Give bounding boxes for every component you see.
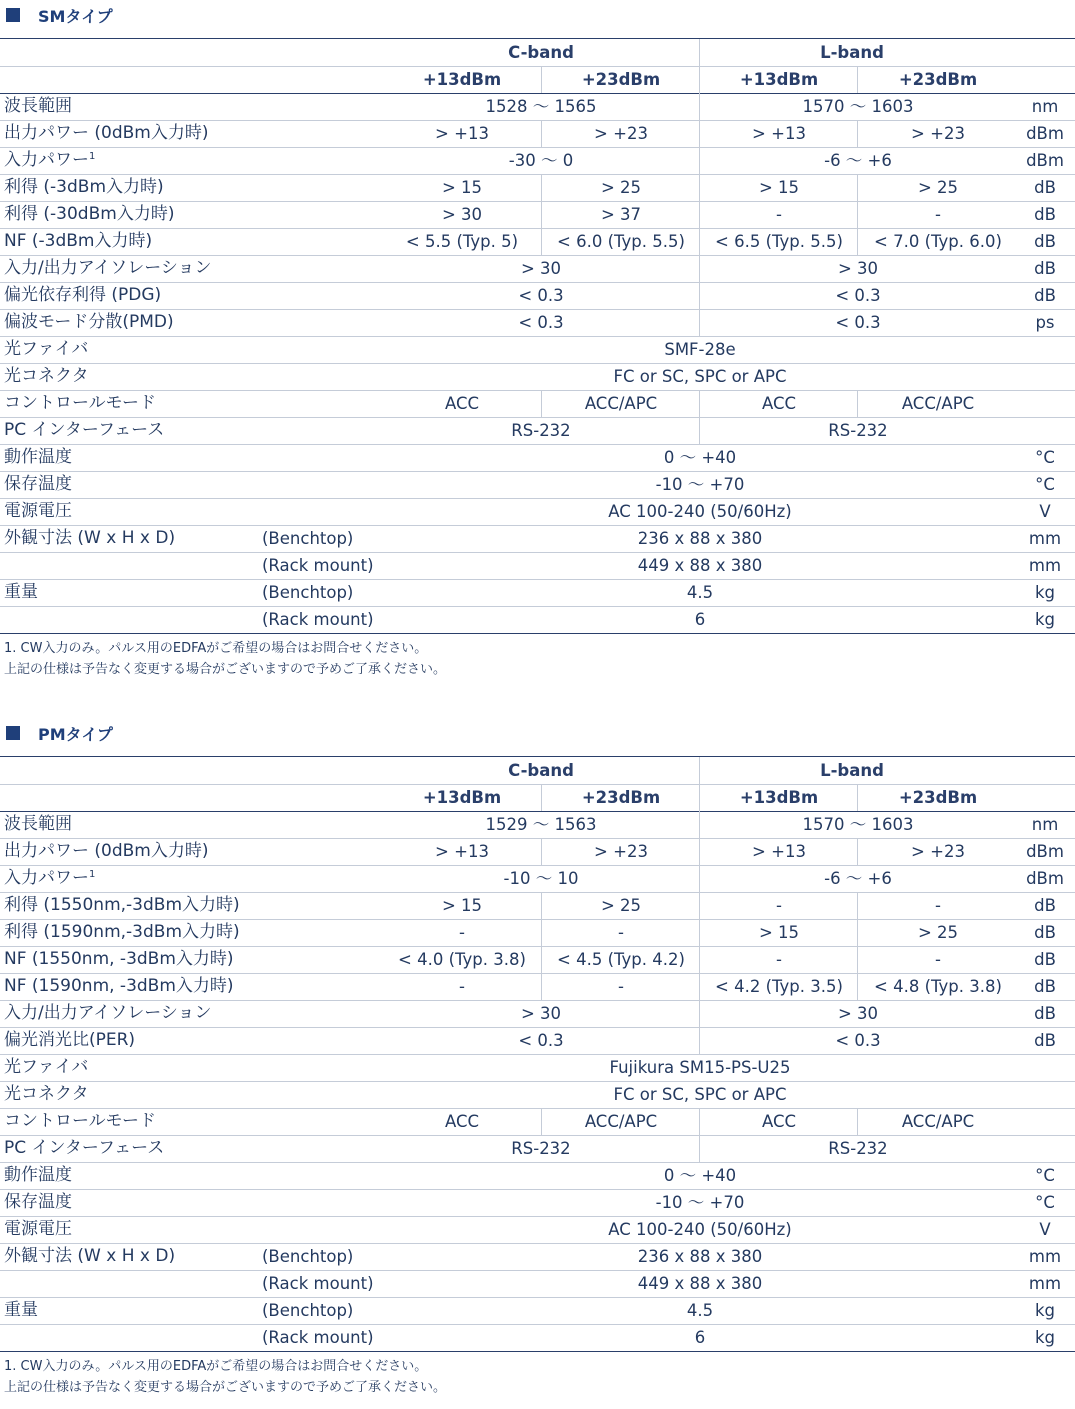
- table-row: [0, 1189, 1075, 1217]
- table-header-band: [0, 39, 1075, 67]
- disclaimer: 上記の仕様は予告なく変更する場合がございますので予めご了承ください。: [4, 1380, 447, 1395]
- cell-unit: dBm: [1026, 151, 1064, 170]
- row-sublabel: (Benchtop): [262, 1301, 354, 1320]
- square-bullet-icon: [6, 726, 20, 740]
- cell-all: AC 100-240 (50/60Hz): [608, 1220, 792, 1239]
- cell-v2: -: [618, 977, 624, 996]
- header-l-13dbm: +13dBm: [739, 70, 819, 89]
- table-row: [0, 336, 1075, 364]
- disclaimer: 上記の仕様は予告なく変更する場合がございますので予めご了承ください。: [4, 662, 447, 677]
- cell-v3: > 15: [758, 178, 800, 197]
- cell-unit: V: [1039, 1220, 1051, 1239]
- row-label: [4, 147, 95, 174]
- table-row: [0, 228, 1075, 256]
- row-label: 電源電圧: [4, 1219, 72, 1239]
- cell-v3: -: [776, 205, 782, 224]
- table-row: [0, 606, 1075, 633]
- cell-unit: kg: [1034, 583, 1056, 602]
- cell-unit: V: [1039, 502, 1051, 521]
- table-row: [0, 309, 1075, 337]
- row-label: 光コネクタ: [4, 1084, 89, 1104]
- table-row: [0, 1027, 1075, 1055]
- cell-all: SMF-28e: [664, 340, 736, 359]
- cell-unit: mm: [1028, 529, 1062, 548]
- cell-c-band: 1528 〜 1565: [485, 97, 597, 116]
- cell-all: 449 x 88 x 380: [637, 556, 763, 575]
- row-label: 光ファイバ: [4, 339, 89, 359]
- cell-l-band: -6 〜 +6: [824, 869, 892, 888]
- cell-v4: -: [935, 896, 941, 915]
- row-label: 偏光消光比(PER): [4, 1030, 136, 1050]
- header-l-23dbm: +23dBm: [898, 70, 978, 89]
- cell-l-band: > 30: [837, 1004, 879, 1023]
- cell-l-band: RS-232: [828, 421, 888, 440]
- row-label: 外観寸法 (W x H x D): [4, 528, 176, 548]
- row-label: NF (1590nm, -3dBm入力時): [4, 976, 234, 996]
- row-label: 利得 (-30dBm入力時): [4, 204, 175, 224]
- cell-unit: dB: [1034, 1031, 1056, 1050]
- row-label: 動作温度: [4, 1165, 72, 1185]
- header-c-23dbm: +23dBm: [581, 788, 661, 807]
- cell-l-band: > 30: [837, 259, 879, 278]
- table-row: [0, 93, 1075, 121]
- table-header-power: [0, 66, 1075, 94]
- cell-v2: > 37: [600, 205, 642, 224]
- cell-all: 449 x 88 x 380: [637, 1274, 763, 1293]
- row-label: 利得 (1550nm,-3dBm入力時): [4, 895, 240, 915]
- row-sublabel: (Rack mount): [262, 1328, 374, 1347]
- cell-v4: ACC/APC: [901, 1112, 975, 1131]
- cell-v4: < 4.8 (Typ. 3.8): [874, 977, 1002, 996]
- cell-v3: ACC: [761, 1112, 797, 1131]
- row-sublabel: (Benchtop): [262, 583, 354, 602]
- table-row: [0, 282, 1075, 310]
- cell-all: Fujikura SM15-PS-U25: [609, 1058, 791, 1077]
- cell-v1: > 15: [441, 178, 483, 197]
- cell-c-band: -10 〜 10: [503, 869, 579, 888]
- sm-section-title: [0, 2, 113, 28]
- row-label: 出力パワー (0dBm入力時): [4, 841, 209, 861]
- cell-unit: kg: [1034, 610, 1056, 629]
- row-label: 保存温度: [4, 474, 72, 494]
- row-label-text: 入力パワー: [4, 868, 89, 888]
- cell-v3: < 6.5 (Typ. 5.5): [715, 232, 843, 251]
- cell-c-band: < 0.3: [518, 286, 564, 305]
- row-label: 偏波モード分散(PMD): [4, 312, 174, 332]
- cell-c-band: 1529 〜 1563: [485, 815, 597, 834]
- row-label: 重量: [4, 582, 38, 602]
- table-row: [0, 363, 1075, 391]
- table-row: [0, 892, 1075, 920]
- row-label: PC インターフェース: [4, 420, 165, 440]
- cell-unit: kg: [1034, 1328, 1056, 1347]
- row-label: 利得 (1590nm,-3dBm入力時): [4, 922, 240, 942]
- row-label: PC インターフェース: [4, 1138, 165, 1158]
- table-row: [0, 120, 1075, 148]
- cell-unit: dB: [1034, 286, 1056, 305]
- header-c-13dbm: +13dBm: [422, 788, 502, 807]
- table-row: [0, 1108, 1075, 1136]
- cell-c-band: > 30: [520, 259, 562, 278]
- cell-unit: ps: [1035, 313, 1055, 332]
- row-label: 電源電圧: [4, 501, 72, 521]
- footnote: 1. CW入力のみ。パルス用のEDFAがご希望の場合はお問合せください。: [4, 641, 428, 656]
- row-label: 光コネクタ: [4, 366, 89, 386]
- header-l-band: L-band: [820, 761, 884, 780]
- table-row: [0, 174, 1075, 202]
- cell-all: -10 〜 +70: [655, 1193, 745, 1212]
- footnote-marker: 1: [89, 869, 96, 880]
- cell-v3: -: [776, 896, 782, 915]
- cell-v4: > 25: [917, 923, 959, 942]
- cell-all: 4.5: [686, 1301, 714, 1320]
- cell-unit: °C: [1035, 1166, 1055, 1185]
- table-row: [0, 525, 1075, 553]
- header-c-23dbm: +23dBm: [581, 70, 661, 89]
- cell-v4: -: [935, 950, 941, 969]
- cell-unit: mm: [1028, 556, 1062, 575]
- cell-v2: ACC/APC: [584, 394, 658, 413]
- row-sublabel: (Rack mount): [262, 556, 374, 575]
- cell-all: AC 100-240 (50/60Hz): [608, 502, 792, 521]
- cell-v3: -: [776, 950, 782, 969]
- row-label: NF (-3dBm入力時): [4, 231, 153, 251]
- cell-unit: °C: [1035, 475, 1055, 494]
- cell-unit: dB: [1034, 259, 1056, 278]
- row-label: 波長範囲: [4, 814, 72, 834]
- row-label: 偏光依存利得 (PDG): [4, 285, 162, 305]
- row-label: 利得 (-3dBm入力時): [4, 177, 164, 197]
- row-label: 入力/出力アイソレーション: [4, 1003, 212, 1023]
- cell-v1: < 5.5 (Typ. 5): [405, 232, 519, 251]
- table-row: [0, 255, 1075, 283]
- table-row: [0, 919, 1075, 947]
- cell-unit: dBm: [1026, 842, 1064, 861]
- cell-unit: mm: [1028, 1247, 1062, 1266]
- row-label: 保存温度: [4, 1192, 72, 1212]
- cell-v4: < 7.0 (Typ. 6.0): [874, 232, 1002, 251]
- cell-l-band: 1570 〜 1603: [802, 97, 914, 116]
- row-label: [4, 865, 95, 892]
- table-row: [0, 417, 1075, 445]
- table-row: [0, 552, 1075, 580]
- table-row: [0, 1243, 1075, 1271]
- cell-unit: °C: [1035, 448, 1055, 467]
- cell-all: FC or SC, SPC or APC: [613, 367, 787, 386]
- cell-v1: ACC: [444, 394, 480, 413]
- cell-v1: > 30: [441, 205, 483, 224]
- table-row: [0, 147, 1075, 175]
- cell-l-band: RS-232: [828, 1139, 888, 1158]
- cell-v2: > +23: [594, 124, 648, 143]
- cell-unit: kg: [1034, 1301, 1056, 1320]
- row-label: 外観寸法 (W x H x D): [4, 1246, 176, 1266]
- cell-all: 236 x 88 x 380: [637, 529, 763, 548]
- cell-c-band: RS-232: [511, 421, 571, 440]
- cell-all: 0 〜 +40: [663, 1166, 737, 1185]
- header-l-23dbm: +23dBm: [898, 788, 978, 807]
- cell-c-band: > 30: [520, 1004, 562, 1023]
- cell-all: -10 〜 +70: [655, 475, 745, 494]
- cell-v4: -: [935, 205, 941, 224]
- header-c-band: C-band: [508, 43, 574, 62]
- cell-unit: dB: [1034, 896, 1056, 915]
- row-sublabel: (Rack mount): [262, 1274, 374, 1293]
- cell-v1: > +13: [435, 124, 489, 143]
- cell-v1: ACC: [444, 1112, 480, 1131]
- cell-v4: > 25: [917, 178, 959, 197]
- pm-spec-table: [0, 756, 1075, 1352]
- cell-l-band: < 0.3: [835, 286, 881, 305]
- cell-unit: dB: [1034, 232, 1056, 251]
- table-row: [0, 1162, 1075, 1190]
- cell-v1: -: [459, 977, 465, 996]
- footnote-marker: 1: [89, 151, 96, 162]
- pm-section: [0, 720, 1075, 1409]
- cell-unit: nm: [1031, 815, 1059, 834]
- cell-v2: > 25: [600, 178, 642, 197]
- cell-unit: dBm: [1026, 124, 1064, 143]
- table-row: [0, 1297, 1075, 1325]
- table-row: [0, 1135, 1075, 1163]
- row-sublabel: (Benchtop): [262, 1247, 354, 1266]
- table-row: [0, 201, 1075, 229]
- cell-c-band: -30 〜 0: [508, 151, 574, 170]
- cell-l-band: < 0.3: [835, 1031, 881, 1050]
- table-row: [0, 1054, 1075, 1082]
- pm-title-text: PMタイプ: [38, 724, 113, 744]
- row-label: 入力/出力アイソレーション: [4, 258, 212, 278]
- table-header-power: [0, 784, 1075, 812]
- table-row: [0, 811, 1075, 839]
- cell-c-band: < 0.3: [518, 1031, 564, 1050]
- sm-title-text: SMタイプ: [38, 6, 113, 26]
- cell-unit: dB: [1034, 178, 1056, 197]
- table-row: [0, 390, 1075, 418]
- cell-all: 236 x 88 x 380: [637, 1247, 763, 1266]
- row-label: NF (1550nm, -3dBm入力時): [4, 949, 234, 969]
- cell-all: 6: [694, 610, 706, 629]
- cell-c-band: RS-232: [511, 1139, 571, 1158]
- table-row: [0, 1081, 1075, 1109]
- cell-v3: > +13: [752, 842, 806, 861]
- cell-unit: dB: [1034, 923, 1056, 942]
- cell-unit: mm: [1028, 1274, 1062, 1293]
- row-sublabel: (Benchtop): [262, 529, 354, 548]
- cell-l-band: < 0.3: [835, 313, 881, 332]
- cell-v2: > +23: [594, 842, 648, 861]
- header-c-13dbm: +13dBm: [422, 70, 502, 89]
- cell-unit: °C: [1035, 1193, 1055, 1212]
- table-row: [0, 444, 1075, 472]
- cell-v3: > +13: [752, 124, 806, 143]
- table-row: [0, 838, 1075, 866]
- row-label: 動作温度: [4, 447, 72, 467]
- cell-v1: < 4.0 (Typ. 3.8): [398, 950, 526, 969]
- cell-v2: ACC/APC: [584, 1112, 658, 1131]
- cell-all: FC or SC, SPC or APC: [613, 1085, 787, 1104]
- cell-unit: nm: [1031, 97, 1059, 116]
- footnote: 1. CW入力のみ。パルス用のEDFAがご希望の場合はお問合せください。: [4, 1359, 428, 1374]
- row-label-text: 入力パワー: [4, 150, 89, 170]
- table-row: [0, 498, 1075, 526]
- cell-all: 6: [694, 1328, 706, 1347]
- cell-v4: ACC/APC: [901, 394, 975, 413]
- row-sublabel: (Rack mount): [262, 610, 374, 629]
- table-row: [0, 579, 1075, 607]
- cell-all: 0 〜 +40: [663, 448, 737, 467]
- cell-l-band: -6 〜 +6: [824, 151, 892, 170]
- table-row: [0, 1216, 1075, 1244]
- cell-all: 4.5: [686, 583, 714, 602]
- table-row: [0, 1000, 1075, 1028]
- cell-v2: > 25: [600, 896, 642, 915]
- table-row: [0, 973, 1075, 1001]
- cell-v2: < 4.5 (Typ. 4.2): [557, 950, 685, 969]
- cell-v3: > 15: [758, 923, 800, 942]
- cell-unit: dB: [1034, 950, 1056, 969]
- cell-v2: < 6.0 (Typ. 5.5): [557, 232, 685, 251]
- cell-v2: -: [618, 923, 624, 942]
- table-row: [0, 865, 1075, 893]
- pm-section-title: [0, 720, 113, 746]
- sm-spec-table: [0, 38, 1075, 634]
- table-row: [0, 471, 1075, 499]
- table-row: [0, 946, 1075, 974]
- row-label: コントロールモード: [4, 1111, 156, 1131]
- row-label: コントロールモード: [4, 393, 156, 413]
- cell-v3: ACC: [761, 394, 797, 413]
- cell-unit: dBm: [1026, 869, 1064, 888]
- square-bullet-icon: [6, 8, 20, 22]
- row-label: 波長範囲: [4, 96, 72, 116]
- table-row: [0, 1324, 1075, 1351]
- cell-c-band: < 0.3: [518, 313, 564, 332]
- row-label: 重量: [4, 1300, 38, 1320]
- table-row: [0, 1270, 1075, 1298]
- header-l-band: L-band: [820, 43, 884, 62]
- header-l-13dbm: +13dBm: [739, 788, 819, 807]
- cell-unit: dB: [1034, 205, 1056, 224]
- sm-section: [0, 2, 1075, 692]
- cell-unit: dB: [1034, 977, 1056, 996]
- cell-v1: -: [459, 923, 465, 942]
- row-label: 光ファイバ: [4, 1057, 89, 1077]
- cell-unit: dB: [1034, 1004, 1056, 1023]
- cell-v4: > +23: [911, 124, 965, 143]
- cell-l-band: 1570 〜 1603: [802, 815, 914, 834]
- cell-v1: > 15: [441, 896, 483, 915]
- cell-v4: > +23: [911, 842, 965, 861]
- row-label: 出力パワー (0dBm入力時): [4, 123, 209, 143]
- table-header-band: [0, 757, 1075, 785]
- cell-v3: < 4.2 (Typ. 3.5): [715, 977, 843, 996]
- cell-v1: > +13: [435, 842, 489, 861]
- header-c-band: C-band: [508, 761, 574, 780]
